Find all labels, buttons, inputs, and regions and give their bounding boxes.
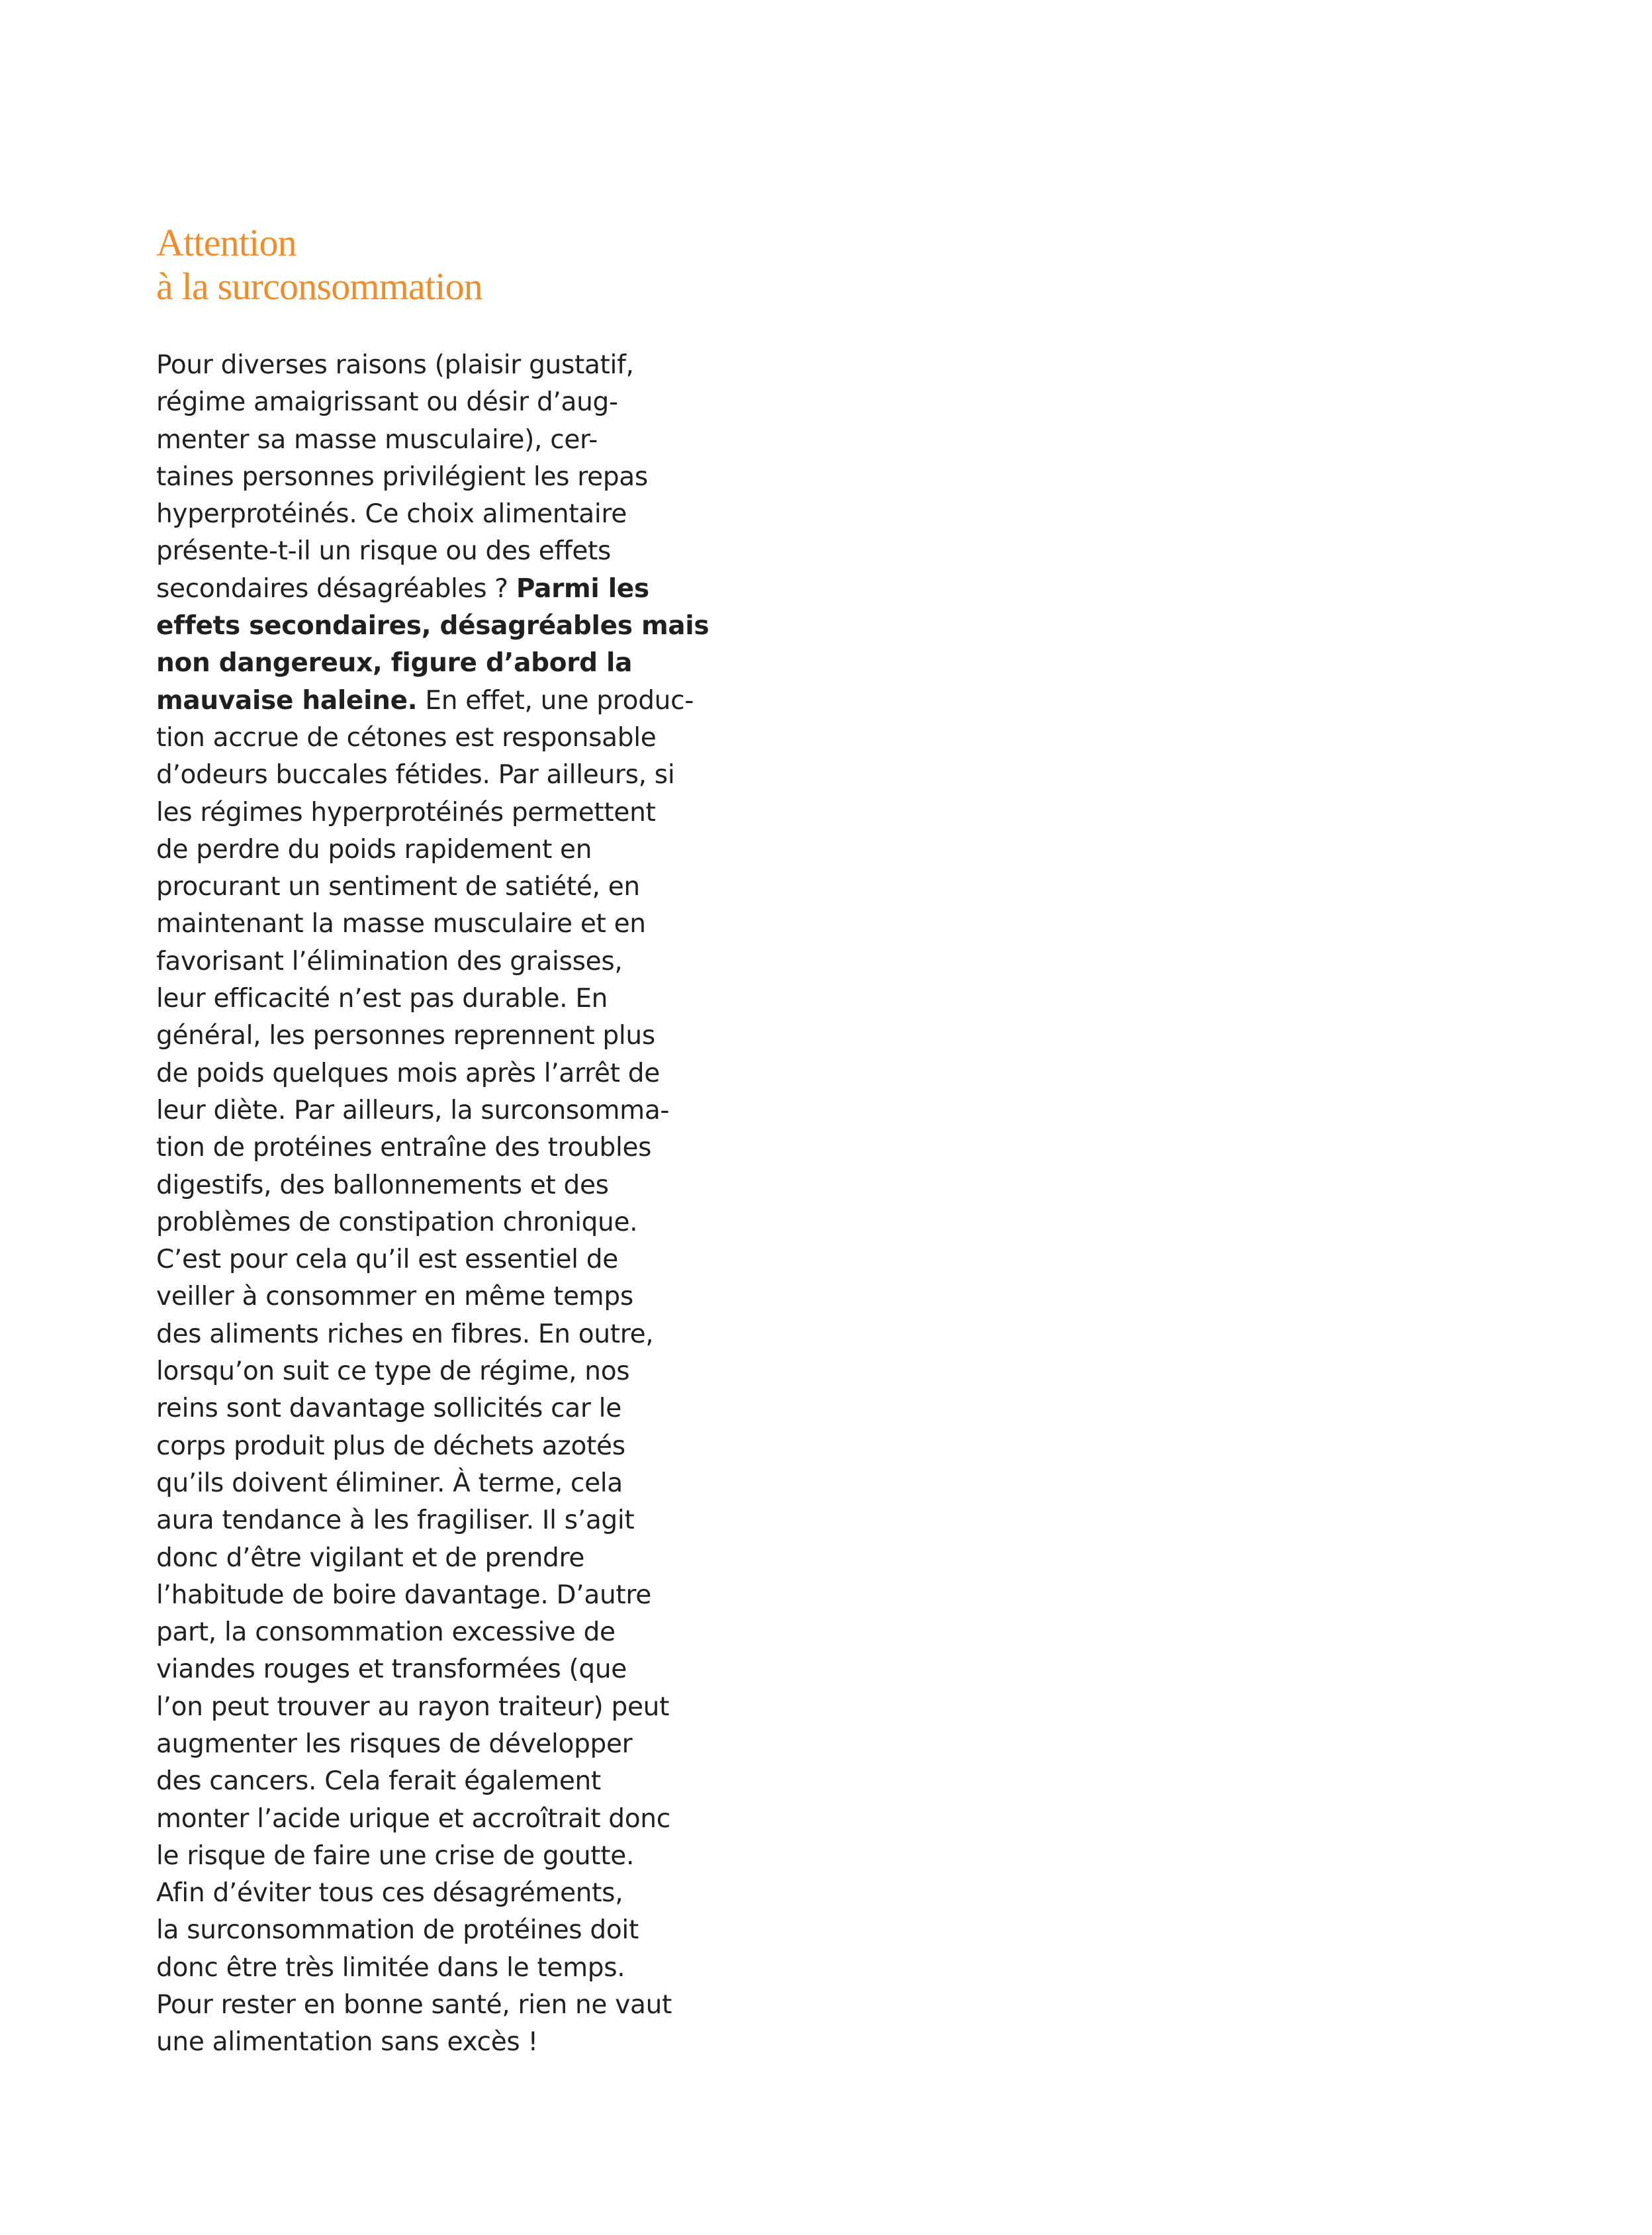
body-line: corps produit plus de déchets azotés [156, 1431, 625, 1461]
body-line: des aliments riches en fibres. En outre, [156, 1319, 654, 1349]
body-line: une alimentation sans excès ! [156, 2027, 538, 2058]
body-line: digestifs, des ballonnements et des [156, 1170, 609, 1200]
body-line-mixed [156, 571, 739, 608]
body-line: C’est pour cela qu’il est essentiel de [156, 1245, 618, 1275]
body-line: taines personnes privilégient les repas [156, 461, 648, 492]
body-line: régime amaigrissant ou désir d’aug- [156, 387, 618, 418]
body-line: menter sa masse musculaire), cer- [156, 424, 598, 455]
body-text-segment: En effet, une produc- [425, 685, 694, 716]
body-text-segment: secondaires désagréables ? [156, 573, 508, 604]
body-line: donc être très limitée dans le temps. [156, 1952, 625, 1983]
body-line: de poids quelques mois après l’arrêt de [156, 1058, 660, 1088]
body-line: Afin d’éviter tous ces désagréments, [156, 1878, 623, 1909]
heading-line-2: à la surconsommation [156, 265, 483, 308]
article-body [156, 347, 739, 2062]
body-line: part, la consommation excessive de [156, 1617, 616, 1648]
body-line: de perdre du poids rapidement en [156, 834, 592, 865]
body-line: les régimes hyperprotéinés permettent [156, 797, 656, 828]
highlighted-line: non dangereux, figure d’abord la [156, 648, 633, 679]
body-line: hyperprotéinés. Ce choix alimentaire [156, 499, 627, 530]
highlighted-text: Parmi les [516, 573, 649, 604]
highlighted-line: effets secondaires, désagréables mais [156, 611, 710, 642]
body-line: l’on peut trouver au rayon traiteur) peut [156, 1691, 670, 1722]
body-line: monter l’acide urique et accroîtrait donc [156, 1803, 670, 1834]
body-line: veiller à consommer en même temps [156, 1282, 633, 1312]
body-line: favorisant l’élimination des graisses, [156, 946, 623, 976]
body-line: aura tendance à les fragiliser. Il s’agit [156, 1505, 635, 1536]
body-line: procurant un sentiment de satiété, en [156, 872, 640, 902]
body-line: augmenter les risques de développer [156, 1729, 633, 1759]
body-line: général, les personnes reprennent plus [156, 1021, 655, 1051]
body-line: donc d’être vigilant et de prendre [156, 1543, 585, 1573]
body-line: leur diète. Par ailleurs, la surconsomma- [156, 1095, 670, 1125]
body-line: d’odeurs buccales fétides. Par ailleurs, si [156, 760, 675, 790]
body-line: des cancers. Cela ferait également [156, 1766, 601, 1797]
body-line: l’habitude de boire davantage. D’autre [156, 1580, 651, 1610]
body-line: Pour rester en bonne santé, rien ne vaut [156, 1990, 672, 2021]
article-heading [156, 221, 482, 309]
body-line: tion de protéines entraîne des troubles [156, 1133, 652, 1163]
body-line: la surconsommation de protéines doit [156, 1915, 639, 1946]
body-line-mixed [156, 683, 739, 720]
body-line: qu’ils doivent éliminer. À terme, cela [156, 1468, 623, 1498]
body-line: problèmes de constipation chronique. [156, 1207, 638, 1237]
body-line: reins sont davantage sollicités car le [156, 1394, 621, 1424]
body-line: le risque de faire une crise de goutte. [156, 1840, 635, 1871]
body-line: Pour diverses raisons (plaisir gustatif, [156, 350, 634, 380]
body-line: présente-t-il un risque ou des effets [156, 536, 612, 567]
body-line: lorsqu’on suit ce type de régime, nos [156, 1356, 630, 1387]
highlighted-text: mauvaise haleine. [156, 685, 418, 716]
body-line: viandes rouges et transformées (que [156, 1654, 627, 1685]
body-line: leur efficacité n’est pas durable. En [156, 984, 608, 1014]
heading-line-1: Attention [156, 221, 297, 264]
body-line: tion accrue de cétones est responsable [156, 722, 657, 753]
body-line: maintenant la masse musculaire et en [156, 909, 646, 939]
